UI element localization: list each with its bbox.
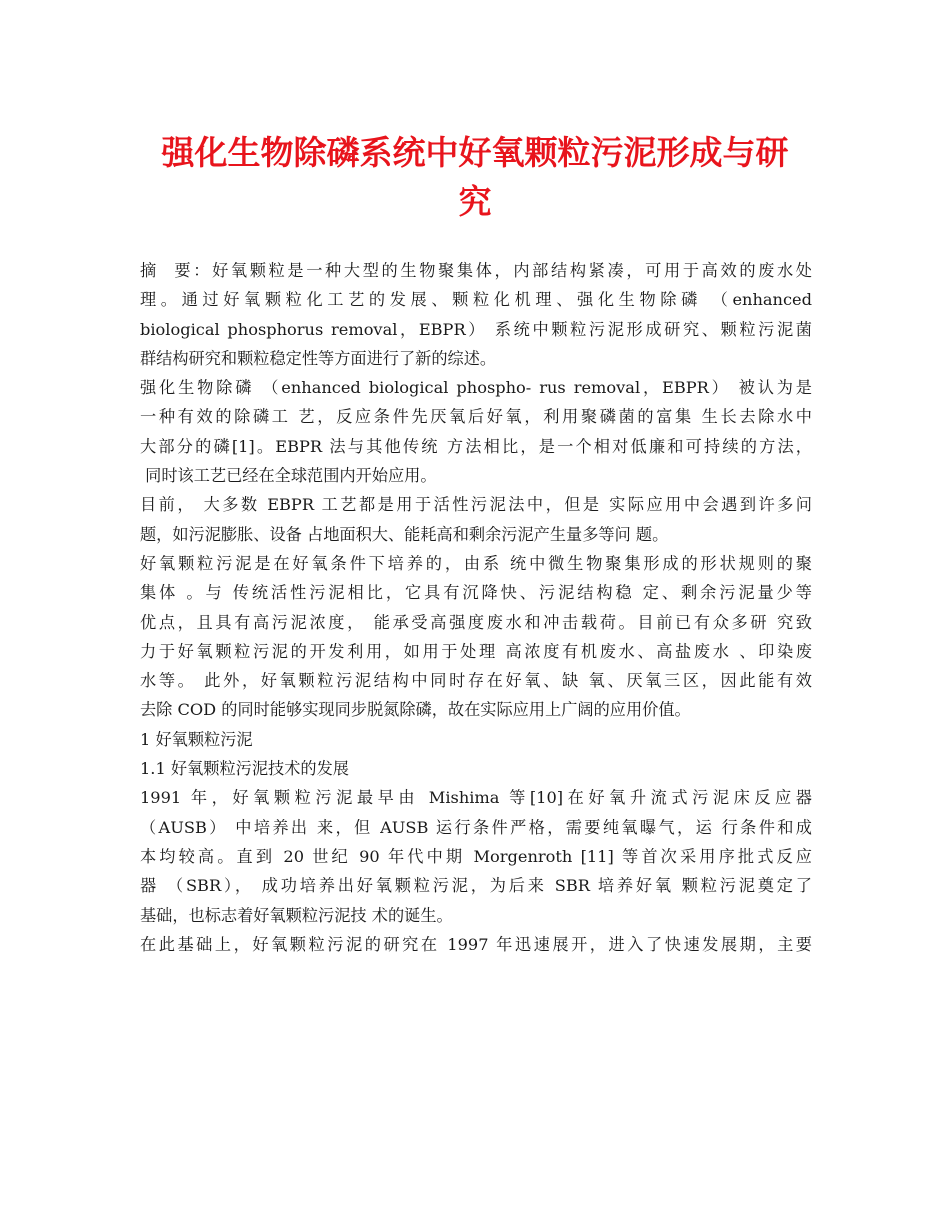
body-line: 本均较高。直到 20 世纪 90 年代中期 Morgenroth [11] 等首次采用序批式反应 bbox=[140, 846, 812, 866]
body-line: 1991 年，好氧颗粒污泥最早由 Mishima 等[10]在好氧升流式污泥床反应器 bbox=[140, 788, 812, 808]
body-line: 题，如污泥膨胀、设备 占地面积大、能耗高和剩余污泥产生量多等问 题。 bbox=[140, 524, 669, 544]
body-line: 优点，且具有高污泥浓度， 能承受高强度废水和冲击载荷。目前已有众多研 究致 bbox=[140, 612, 812, 632]
title-line-2: 究 bbox=[458, 182, 492, 221]
document-body bbox=[140, 256, 812, 959]
body-line: 摘 要：好氧颗粒是一种大型的生物聚集体，内部结构紧凑，可用于高效的废水处 bbox=[140, 261, 812, 280]
title-line-1: 强化生物除磷系统中好氧颗粒污泥形成与研 bbox=[161, 133, 789, 172]
body-line: 器 （SBR）， 成功培养出好氧颗粒污泥，为后来 SBR 培养好氧 颗粒污泥奠定了 bbox=[140, 876, 812, 896]
body-line: 群结构研究和颗粒稳定性等方面进行了新的综述。 bbox=[140, 348, 497, 368]
body-line: 在此基础上，好氧颗粒污泥的研究在 1997 年迅速展开，进入了快速发展期，主要 bbox=[140, 934, 812, 954]
document-title bbox=[140, 128, 810, 226]
section-heading: 1 好氧颗粒污泥 bbox=[140, 729, 253, 749]
body-line: 强化生物除磷 （enhanced biological phospho- rus removal，EBPR） 被认为是 bbox=[140, 378, 812, 398]
body-line: 一种有效的除磷工 艺，反应条件先厌氧后好氧，利用聚磷菌的富集 生长去除水中 bbox=[140, 407, 812, 427]
body-line: 水等。 此外，好氧颗粒污泥结构中同时存在好氧、缺 氧、厌氧三区，因此能有效 bbox=[140, 671, 812, 691]
body-line: （AUSB） 中培养出 来，但 AUSB 运行条件严格，需要纯氧曝气，运 行条件和成 bbox=[140, 817, 812, 837]
body-line: 大部分的磷[1]。EBPR 法与其他传统 方法相比，是一个相对低廉和可持续的方法， bbox=[140, 436, 812, 456]
body-line: 好氧颗粒污泥是在好氧条件下培养的，由系 统中微生物聚集形成的形状规则的聚 bbox=[140, 553, 812, 573]
body-line: 力于好氧颗粒污泥的开发利用，如用于处理 高浓度有机废水、高盐废水 、印染废 bbox=[140, 641, 812, 661]
body-line: 集体 。与 传统活性污泥相比，它具有沉降快、污泥结构稳 定、剩余污泥量少等 bbox=[140, 583, 812, 603]
body-line: biological phosphorus removal，EBPR） 系统中颗粒污泥形成研究、颗粒污泥菌 bbox=[140, 319, 812, 339]
body-line: 去除 COD 的同时能够实现同步脱氮除磷，故在实际应用上广阔的应用价值。 bbox=[140, 700, 691, 720]
body-line: 基础，也标志着好氧颗粒污泥技 术的诞生。 bbox=[140, 905, 453, 925]
body-line: 同时该工艺已经在全球范围内开始应用。 bbox=[140, 466, 437, 486]
body-line: 理。通过好氧颗粒化工艺的发展、颗粒化机理、强化生物除磷 （enhanced bbox=[140, 290, 812, 310]
subsection-heading: 1.1 好氧颗粒污泥技术的发展 bbox=[140, 759, 349, 779]
body-line: 目前， 大多数 EBPR 工艺都是用于活性污泥法中，但是 实际应用中会遇到许多问 bbox=[140, 495, 812, 515]
